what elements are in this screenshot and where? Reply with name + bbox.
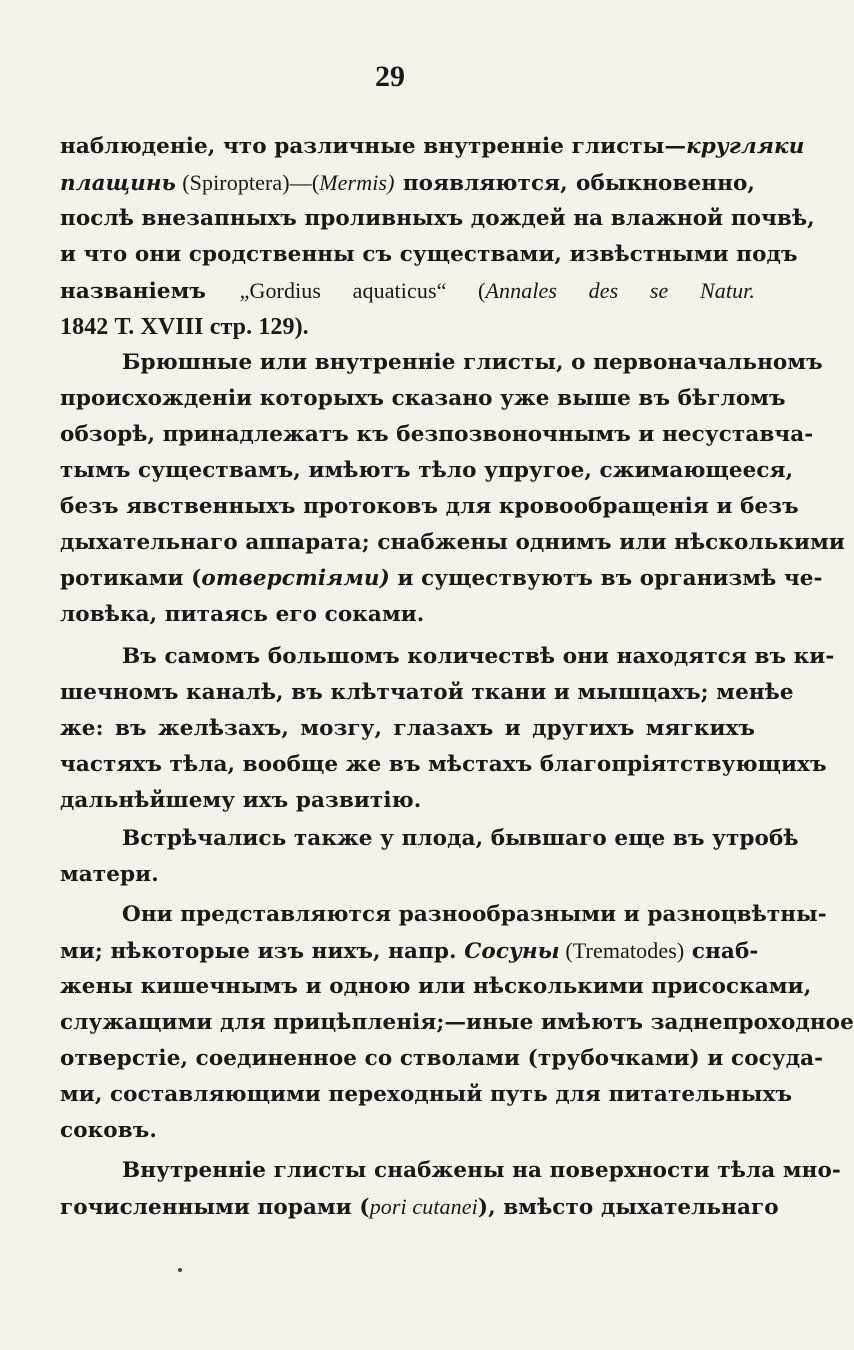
page-number: 29 xyxy=(375,60,405,93)
text-line-7: Брюшные или внутренніе глисты, о первоначальномъ xyxy=(122,350,823,375)
text-line-17: же: въ желѣзахъ, мозгу, глазахъ и другихъ мягкихъ xyxy=(60,716,755,741)
text-line-15: Въ самомъ большомъ количествѣ они находятся въ ки- xyxy=(122,644,835,669)
text-line-30: гочисленными порами (pori cutanei), вмѣсто дыхательнаго xyxy=(60,1194,779,1220)
text-line-8: происхожденіи которыхъ сказано уже выше въ бѣгломъ xyxy=(60,386,786,411)
text-line-23: ми; нѣкоторые изъ нихъ, напр. Сосуны (Trematodes) снаб- xyxy=(60,938,759,964)
text-line-1: наблюденіе, что различные внутренніе глисты—круглякu xyxy=(60,134,805,159)
text-line-25: служащими для прицѣпленія;—иные имѣютъ заднепроходное xyxy=(60,1010,854,1035)
text-line-6: 1842 Т. XVIII стр. 129). xyxy=(60,314,309,340)
text-line-10: тымъ существамъ, имѣютъ тѣло упругое, сжимающееся, xyxy=(60,458,794,483)
text-line-11: безъ явственныхъ протоковъ для кровообращенія и безъ xyxy=(60,494,799,519)
text-line-2: плащинь (Spiroptera)—(Mermis) появляются, обыкновенно, xyxy=(60,170,755,196)
text-line-9: обзорѣ, принадлежатъ къ безпозвоночнымъ и несуставча- xyxy=(60,422,814,447)
text-line-24: жены кишечнымъ и одною или нѣсколькими присосками, xyxy=(60,974,812,999)
text-line-22: Они представляются разнообразными и разноцвѣтны- xyxy=(122,902,827,927)
text-line-13: ротиками (отверстіями) и существуютъ въ организмѣ че- xyxy=(60,566,823,591)
text-line-21: матери. xyxy=(60,862,159,887)
text-line-27: ми, составляющими переходный путь для питательныхъ xyxy=(60,1082,793,1107)
text-line-29: Внутренніе глисты снабжены на поверхности тѣла мно- xyxy=(122,1158,841,1183)
text-line-16: шечномъ каналѣ, въ клѣтчатой ткани и мышцахъ; менѣе xyxy=(60,680,794,705)
text-line-14: ловѣка, питаясь его соками. xyxy=(60,602,425,627)
ink-speck xyxy=(178,1268,182,1272)
text-line-18: частяхъ тѣла, вообще же въ мѣстахъ благопріятствующихъ xyxy=(60,752,827,777)
text-line-28: соковъ. xyxy=(60,1118,157,1143)
text-line-4: и что они сродственны съ существами, извѣстными подъ xyxy=(60,242,798,267)
text-line-12: дыхательнаго аппарата; снабжены однимъ или нѣсколькими xyxy=(60,530,845,555)
text-line-20: Встрѣчались также у плода, бывшаго еще въ утробѣ xyxy=(122,826,799,851)
text-line-3: послѣ внезапныхъ проливныхъ дождей на влажной почвѣ, xyxy=(60,206,815,231)
text-line-5: названіемъ „Gordius aquaticus“ (Annales des se Natur. xyxy=(60,278,755,304)
text-line-19: дальнѣйшему ихъ развитію. xyxy=(60,788,422,813)
text-line-26: отверстіе, соединенное со стволами (трубочками) и сосуда- xyxy=(60,1046,824,1071)
